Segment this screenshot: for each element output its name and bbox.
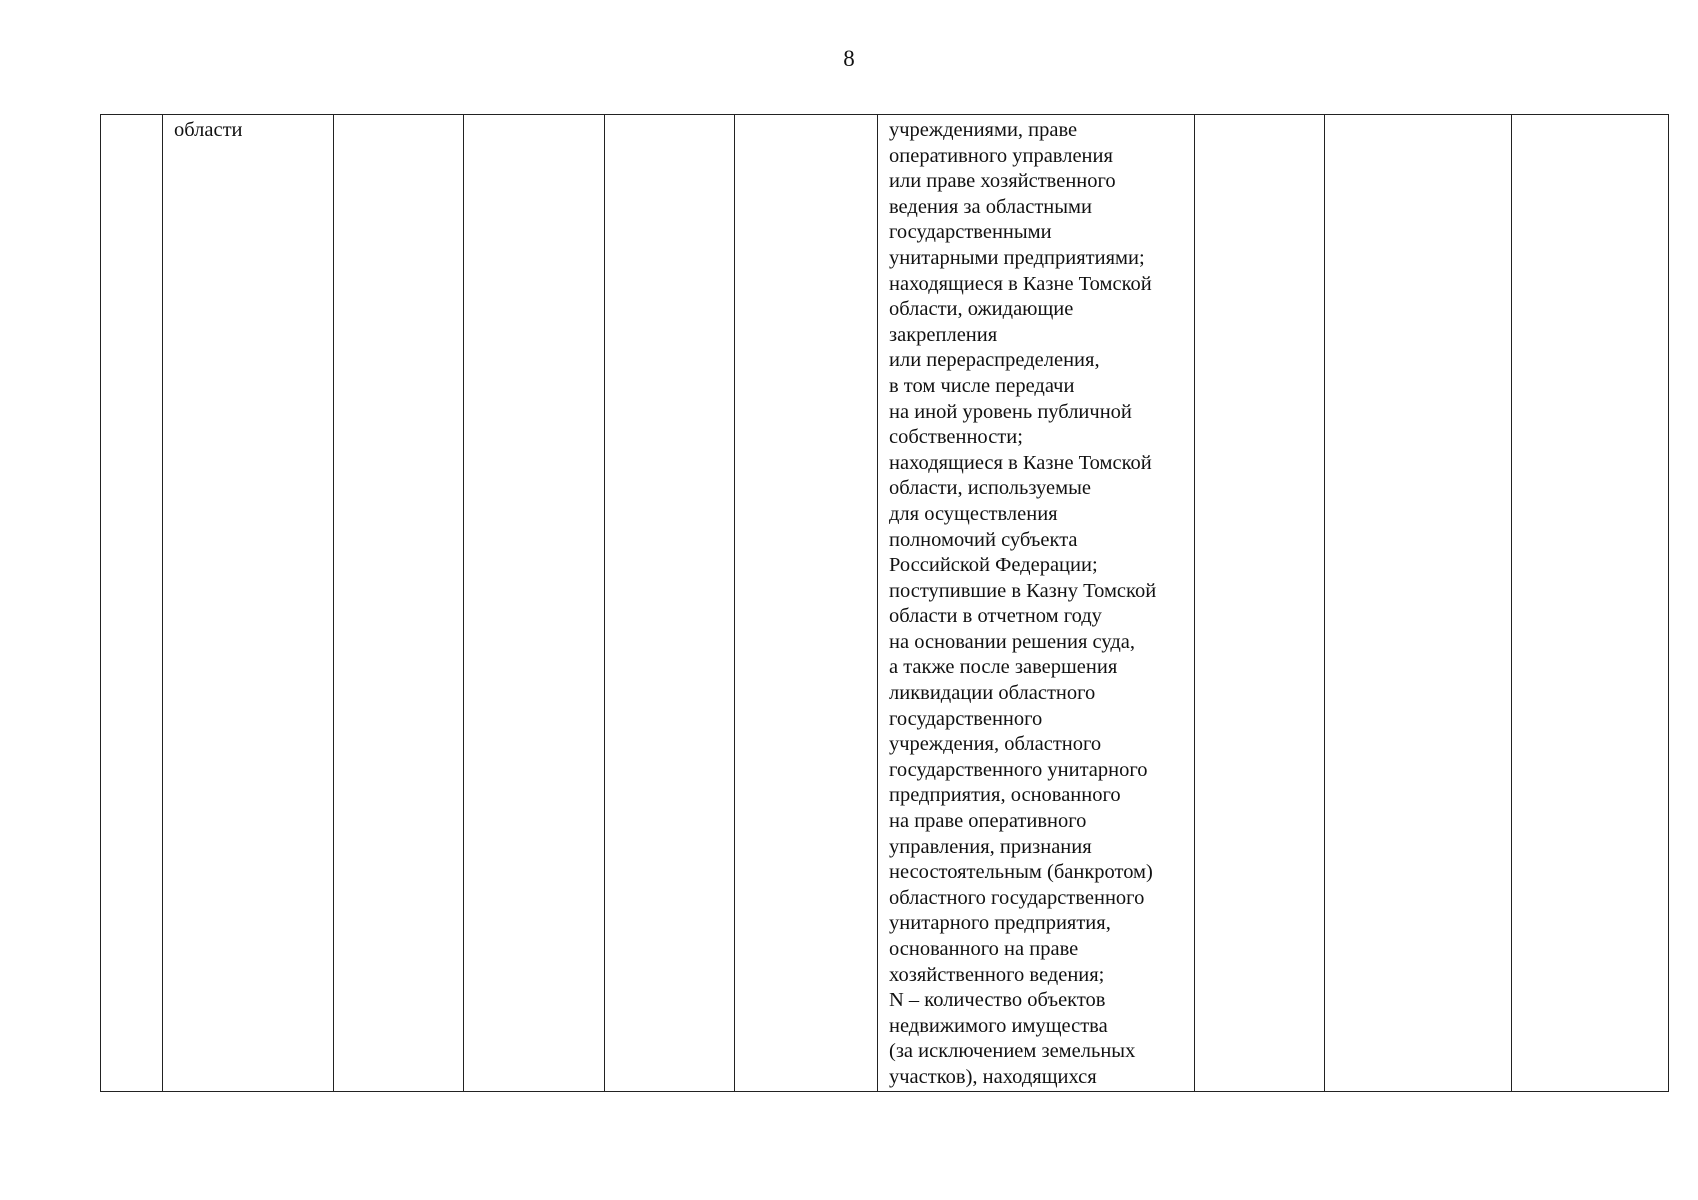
- page-number: 8: [843, 46, 855, 71]
- table-cell-description: [878, 115, 1195, 1092]
- description-line: N – количество объектов: [889, 989, 1106, 1012]
- description-line: государственного: [889, 707, 1043, 730]
- description-line: закрепления: [889, 323, 998, 346]
- region-text: области: [174, 119, 243, 141]
- table-cell-6: [735, 115, 878, 1092]
- description-line: государственными: [889, 221, 1052, 244]
- description-line: поступившие в Казну Томской: [889, 579, 1157, 602]
- description-line: а также после завершения: [889, 656, 1118, 679]
- table-row: [101, 115, 1669, 1092]
- description-line: управления, признания: [889, 835, 1092, 858]
- indicator-table: [100, 114, 1669, 1092]
- description-line: области, используемые: [889, 477, 1091, 500]
- description-line: на иной уровень публичной: [889, 400, 1132, 423]
- table-cell-4: [464, 115, 605, 1092]
- description-line: на праве оперативного: [889, 810, 1087, 833]
- description-line: оперативного управления: [889, 144, 1113, 167]
- description-line: для осуществления: [889, 502, 1058, 525]
- table-cell-10: [1512, 115, 1669, 1092]
- description-line: участков), находящихся: [889, 1065, 1097, 1088]
- table-cell-number: [101, 115, 163, 1092]
- description-line: государственного унитарного: [889, 758, 1148, 781]
- description-line: области в отчетном году: [889, 605, 1102, 628]
- description-text: [878, 115, 1194, 1091]
- table-cell-8: [1195, 115, 1325, 1092]
- description-line: или перераспределения,: [889, 349, 1100, 372]
- description-line: находящиеся в Казне Томской: [889, 451, 1152, 474]
- table-cell-9: [1325, 115, 1512, 1092]
- table-cell-3: [334, 115, 464, 1092]
- description-line: находящиеся в Казне Томской: [889, 272, 1152, 295]
- description-line: областного государственного: [889, 886, 1145, 909]
- description-line: предприятия, основанного: [889, 784, 1121, 807]
- description-line: в том числе передачи: [889, 374, 1075, 397]
- table-cell-region: [163, 115, 334, 1092]
- description-line: (за исключением земельных: [889, 1040, 1136, 1063]
- description-line: унитарного предприятия,: [889, 912, 1111, 935]
- description-line: на основании решения суда,: [889, 630, 1135, 653]
- description-line: хозяйственного ведения;: [889, 963, 1105, 986]
- description-line: области, ожидающие: [889, 298, 1074, 321]
- description-line: учреждениями, праве: [889, 119, 1078, 141]
- description-line: учреждения, областного: [889, 733, 1102, 756]
- description-line: собственности;: [889, 426, 1023, 449]
- description-line: или праве хозяйственного: [889, 170, 1116, 193]
- description-line: ведения за областными: [889, 195, 1092, 218]
- description-line: основанного на праве: [889, 938, 1079, 960]
- description-line: унитарными предприятиями;: [889, 246, 1145, 269]
- table-cell-5: [605, 115, 735, 1092]
- description-line: недвижимого имущества: [889, 1014, 1108, 1037]
- description-line: полномочий субъекта: [889, 528, 1078, 551]
- description-line: ликвидации областного: [889, 682, 1096, 705]
- description-line: несостоятельным (банкротом): [889, 861, 1153, 884]
- description-line: Российской Федерации;: [889, 554, 1098, 577]
